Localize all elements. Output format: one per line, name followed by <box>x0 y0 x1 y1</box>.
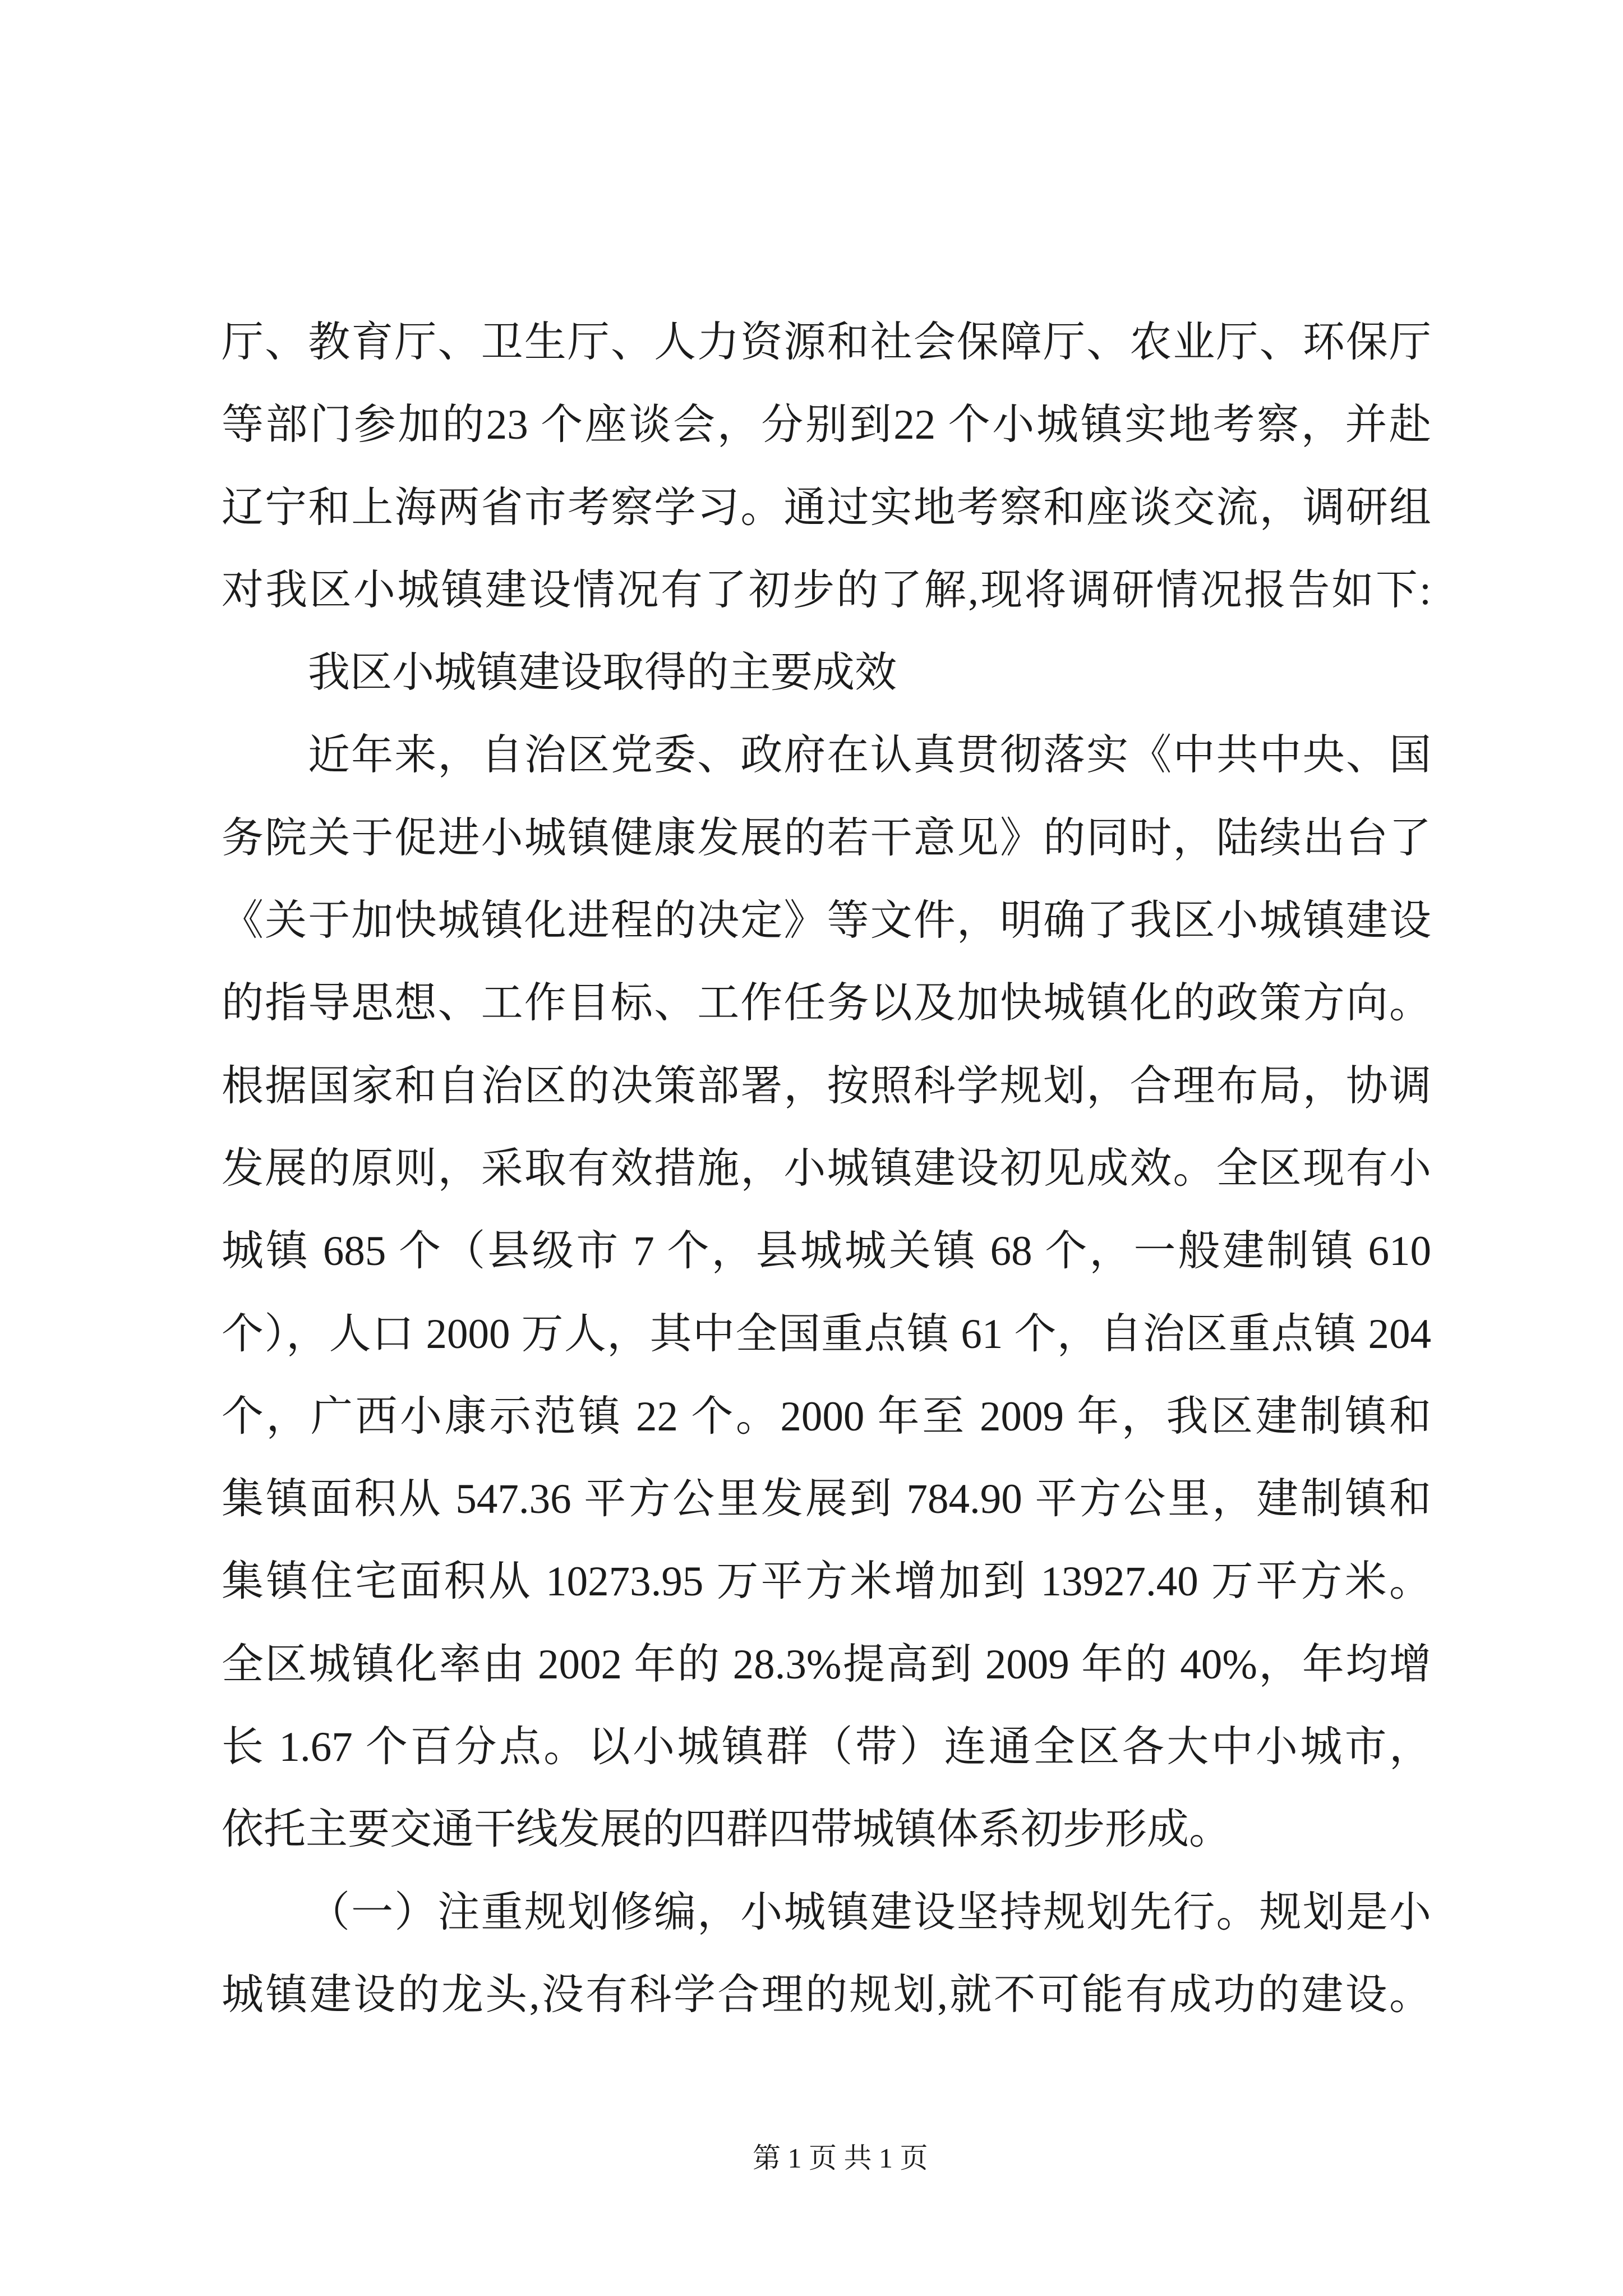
text-line: 厅、教育厅、卫生厅、人力资源和社会保障厅、农业厅、环保厅 <box>222 319 1431 366</box>
section-heading: 我区小城镇建设取得的主要成效 <box>308 650 897 697</box>
text-line: 城镇建设的龙头,没有科学合理的规划,就不可能有成功的建设。 <box>222 1971 1431 2018</box>
text-line: 发展的原则，采取有效措施，小城镇建设初见成效。全区现有小 <box>222 1145 1431 1192</box>
text-line: 集镇面积从 547.36 平方公里发展到 784.90 平方公里，建制镇和 <box>222 1476 1431 1523</box>
text-line: （一）注重规划修编，小城镇建设坚持规划先行。规划是小 <box>308 1889 1431 1936</box>
text-line: 对我区小城镇建设情况有了初步的了解,现将调研情况报告如下: <box>222 567 1431 614</box>
text-line: 近年来，自治区党委、政府在认真贯彻落实《中共中央、国 <box>308 732 1431 779</box>
text-line: 根据国家和自治区的决策部署，按照科学规划，合理布局，协调 <box>222 1062 1431 1110</box>
text-line: 城镇 685 个（县级市 7 个，县城城关镇 68 个，一般建制镇 610 <box>222 1228 1431 1275</box>
text-line: 全区城镇化率由 2002 年的 28.3%提高到 2009 年的 40%，年均增 <box>222 1641 1431 1688</box>
page-number-footer: 第 1 页 共 1 页 <box>753 2142 928 2174</box>
document-body <box>222 301 1431 2036</box>
text-line: 务院关于促进小城镇健康发展的若干意见》的同时，陆续出台了 <box>222 815 1431 862</box>
text-line: 等部门参加的23 个座谈会，分别到22 个小城镇实地考察，并赴 <box>222 402 1431 449</box>
text-line: 《关于加快城镇化进程的决定》等文件，明确了我区小城镇建设 <box>222 898 1431 945</box>
text-line: 个），人口 2000 万人，其中全国重点镇 61 个，自治区重点镇 204 <box>222 1310 1431 1358</box>
text-line: 的指导思想、工作目标、工作任务以及加快城镇化的政策方向。 <box>222 980 1431 1027</box>
text-line: 个，广西小康示范镇 22 个。2000 年至 2009 年，我区建制镇和 <box>222 1393 1431 1440</box>
text-line: 集镇住宅面积从 10273.95 万平方米增加到 13927.40 万平方米。 <box>222 1558 1431 1605</box>
text-line: 辽宁和上海两省市考察学习。通过实地考察和座谈交流，调研组 <box>222 484 1431 531</box>
text-line: 依托主要交通干线发展的四群四带城镇体系初步形成。 <box>222 1806 1232 1853</box>
text-line: 长 1.67 个百分点。以小城镇群（带）连通全区各大中小城市， <box>222 1724 1431 1771</box>
